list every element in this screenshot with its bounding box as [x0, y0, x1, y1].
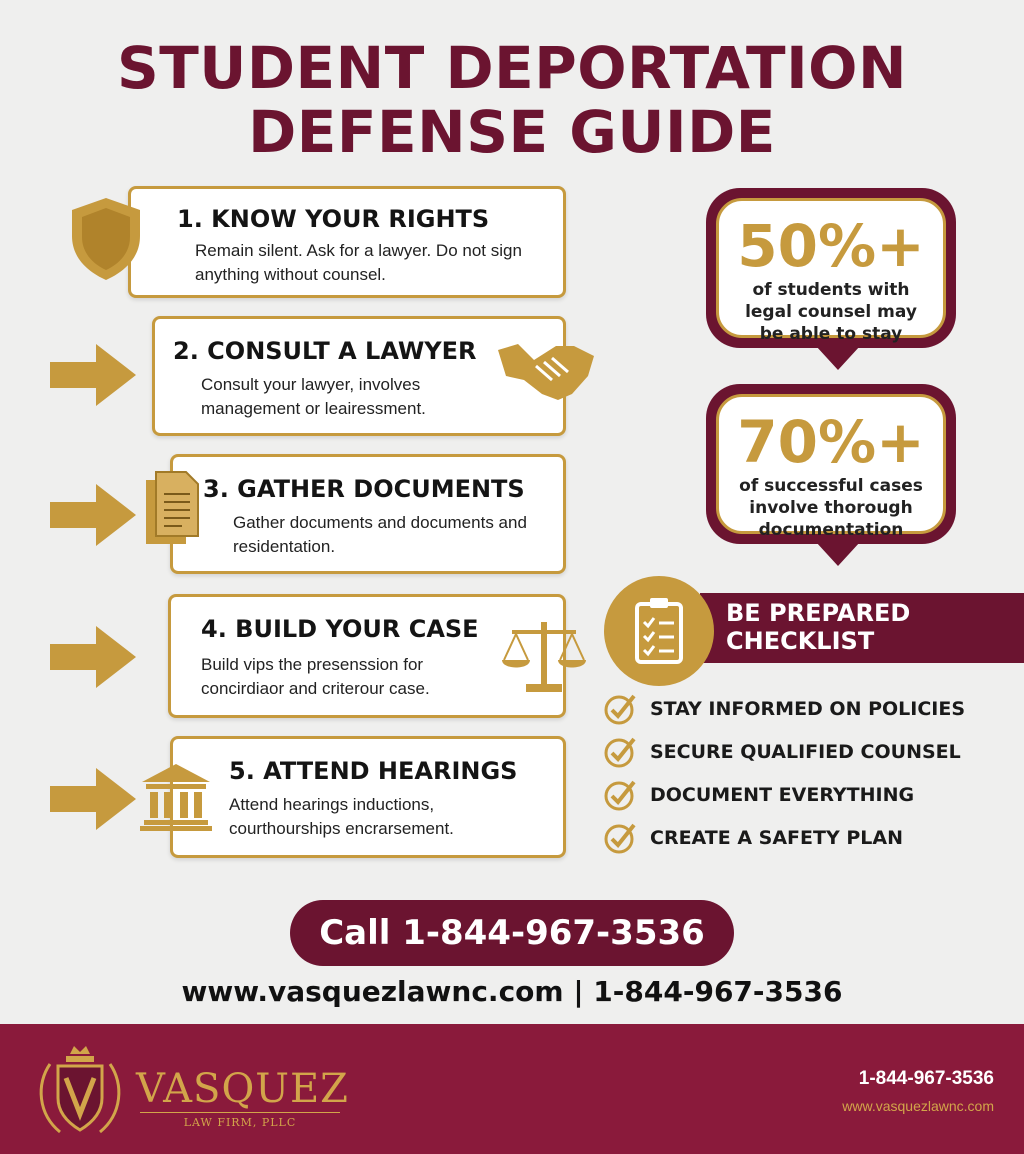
checklist-item-label: CREATE A SAFETY PLAN — [650, 827, 903, 849]
logo-subtitle: LAW FIRM, PLLC — [140, 1112, 340, 1129]
checklist-item-label: SECURE QUALIFIED COUNSEL — [650, 741, 961, 763]
stat-card-2 — [706, 384, 956, 544]
clipboard-icon — [634, 596, 684, 666]
step-description: Consult your lawyer, involves management or leairessment. — [201, 375, 426, 418]
handshake-icon — [496, 336, 596, 406]
check-circle-icon — [604, 692, 638, 726]
step-title: 3. GATHER DOCUMENTS — [203, 475, 525, 503]
check-circle-icon — [604, 778, 638, 812]
step-card-1 — [128, 186, 566, 298]
checklist-item-label: STAY INFORMED ON POLICIES — [650, 698, 966, 720]
page-title — [0, 36, 1024, 164]
arrow-right-icon — [48, 482, 138, 548]
stat-text-line: of students with — [752, 280, 910, 300]
step-card-5 — [170, 736, 566, 858]
footer-phone[interactable]: 1-844-967-3536 — [858, 1068, 994, 1089]
check-circle-icon — [604, 735, 638, 769]
stat-card-1 — [706, 188, 956, 348]
checklist-item — [604, 735, 961, 769]
stat-text-line: be able to stay — [759, 324, 903, 344]
stat-text-line: of successful cases — [739, 476, 923, 496]
footer — [0, 1024, 1024, 1154]
stat-value: 50%+ — [737, 212, 925, 280]
shield-icon — [66, 194, 146, 284]
checklist-title-line: CHECKLIST — [726, 627, 875, 655]
checklist-item — [604, 692, 965, 726]
title-line-1: STUDENT DEPORTATION — [116, 34, 908, 102]
step-description: Attend hearings inductions, courthourships encrarsement. — [229, 795, 454, 838]
website-phone-line: www.vasquezlawnc.com | 1-844-967-3536 — [181, 975, 843, 1008]
stat-text-line: involve thorough — [749, 498, 913, 518]
step-card-3 — [170, 454, 566, 574]
stat-text — [719, 279, 943, 345]
scales-icon — [500, 614, 588, 694]
checklist-title — [726, 599, 910, 655]
title-line-2: DEFENSE GUIDE — [248, 98, 776, 166]
arrow-right-icon — [48, 766, 138, 832]
step-description: Gather documents and documents and residentation. — [233, 513, 527, 556]
step-title: 1. KNOW YOUR RIGHTS — [177, 205, 490, 233]
documents-icon — [142, 470, 202, 550]
stat-value: 70%+ — [737, 408, 925, 476]
stat-text — [719, 475, 943, 541]
footer-website-link[interactable]: www.vasquezlawnc.com — [842, 1098, 994, 1114]
stat-text-line: documentation — [758, 520, 904, 540]
step-description: Remain silent. Ask for a lawyer. Do not sign anything without counsel. — [195, 241, 522, 284]
checklist-banner — [700, 593, 1024, 663]
arrow-right-icon — [48, 624, 138, 690]
step-title: 5. ATTEND HEARINGS — [229, 757, 518, 785]
checklist-item — [604, 821, 903, 855]
courthouse-icon — [140, 762, 212, 832]
logo-name: VASQUEZ — [136, 1066, 349, 1112]
step-title: 2. CONSULT A LAWYER — [173, 337, 477, 365]
arrow-right-icon — [48, 342, 138, 408]
check-circle-icon — [604, 821, 638, 855]
checklist-item-label: DOCUMENT EVERYTHING — [650, 784, 915, 806]
checklist-item — [604, 778, 914, 812]
stat-text-line: legal counsel may — [745, 302, 917, 322]
law-firm-crest-logo — [30, 1044, 130, 1140]
checklist-badge — [604, 576, 714, 686]
step-description: Build vips the presenssion for concirdiaor and criterour case. — [201, 655, 430, 698]
call-button[interactable]: Call 1-844-967-3536 — [290, 900, 734, 966]
checklist-title-line: BE PREPARED — [726, 599, 911, 627]
step-title: 4. BUILD YOUR CASE — [201, 615, 479, 643]
